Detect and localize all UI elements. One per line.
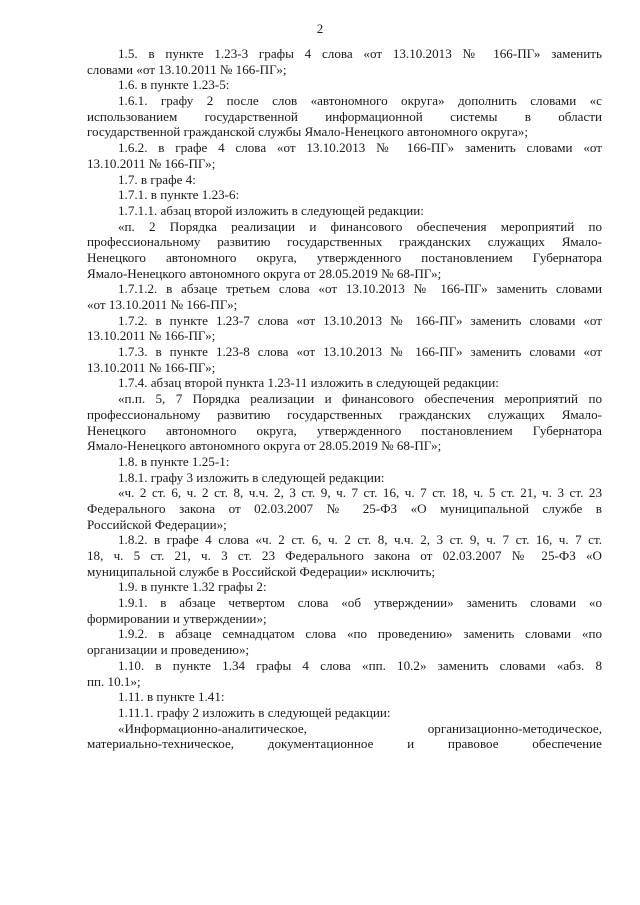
text-line: Ямало-Ненецкого автономного округа от 28.05.2019 № 68-ПГ»; [87, 438, 442, 454]
text-line: 1.6. в пункте 1.23-5: [118, 77, 230, 93]
text-line: 1.8.2. в графе 4 слова «ч. 2 ст. 6, ч. 2 ст. 8, ч.ч. 2, 3 ст. 9, ч. 7 ст. 16, ч. 7 ст. [118, 532, 602, 548]
text-line: использованием государственной информационной системы в области [87, 108, 602, 124]
text-line: профессиональному развитию государственных гражданских служащих Ямало- [87, 406, 602, 422]
text-line: 1.8.1. графу 3 изложить в следующей редакции: [118, 469, 385, 485]
text-line: 1.9. в пункте 1.32 графы 2: [118, 579, 267, 595]
text-line: 1.8. в пункте 1.25-1: [118, 453, 230, 469]
text-line: 13.10.2011 № 166-ПГ»; [87, 328, 216, 344]
text-line: 1.6.1. графу 2 после слов «автономного округа» дополнить словами «с [118, 93, 602, 109]
document-body [87, 46, 602, 752]
text-line: Ненецкого автономного округа, утвержденного постановлением Губернатора [87, 249, 602, 265]
text-line: Ненецкого автономного округа, утвержденного постановлением Губернатора [87, 422, 602, 438]
text-line: 1.7.3. в пункте 1.23-8 слова «от 13.10.2013 № 166-ПГ» заменить словами «от [118, 344, 602, 360]
text-line: Российской Федерации»; [87, 516, 227, 532]
text-line: 1.11. в пункте 1.41: [118, 689, 225, 705]
text-line: 1.7.2. в пункте 1.23-7 слова «от 13.10.2013 № 166-ПГ» заменить словами «от [118, 312, 602, 328]
text-line: «ч. 2 ст. 6, ч. 2 ст. 8, ч.ч. 2, 3 ст. 9, ч. 7 ст. 16, ч. 7 ст. 18, ч. 5 ст. 21, ч. 3 ст. 23 [118, 485, 602, 501]
text-line: 1.6.2. в графе 4 слова «от 13.10.2013 № 166-ПГ» заменить словами «от [118, 140, 602, 156]
text-line: «п. 2 Порядка реализации и финансового обеспечения мероприятий по [118, 218, 602, 234]
text-line: 18, ч. 5 ст. 21, ч. 3 ст. 23 Федерального закона от 02.03.2007 № 25-ФЗ «О [87, 548, 602, 563]
text-line: 1.7.4. абзац второй пункта 1.23-11 изложить в следующей редакции: [118, 375, 499, 391]
text-line: 1.10. в пункте 1.34 графы 4 слова «пп. 10.2» заменить словами «абз. 8 [118, 657, 602, 673]
text-line: 1.9.1. в абзаце четвертом слова «об утверждении» заменить словами «о [118, 595, 602, 611]
text-line: муниципальной службе в Российской Федерации» исключить; [87, 563, 436, 579]
text-line: организации и проведению»; [87, 642, 250, 658]
text-line: словами «от 13.10.2011 № 166-ПГ»; [87, 61, 287, 77]
text-line: 1.5. в пункте 1.23-3 графы 4 слова «от 13.10.2013 № 166-ПГ» заменить [118, 46, 602, 61]
text-line: формировании и утверждении»; [87, 610, 267, 626]
text-line: материально-техническое, документационное и правовое обеспечение [87, 736, 602, 752]
text-line: «п.п. 5, 7 Порядка реализации и финансового обеспечения мероприятий по [118, 391, 602, 407]
text-line: 1.7.1.2. в абзаце третьем слова «от 13.10.2013 № 166-ПГ» заменить словами [118, 281, 602, 297]
text-line: 13.10.2011 № 166-ПГ»; [87, 155, 216, 171]
text-line: 1.11.1. графу 2 изложить в следующей редакции: [118, 704, 391, 720]
text-line: профессиональному развитию государственных гражданских служащих Ямало- [87, 234, 602, 250]
text-line: пп. 10.1»; [87, 673, 141, 689]
text-line: Ямало-Ненецкого автономного округа от 28.05.2019 № 68-ПГ»; [87, 265, 442, 281]
text-line: «Информационно-аналитическое, организационно-методическое, [118, 720, 602, 736]
text-line: 13.10.2011 № 166-ПГ»; [87, 359, 216, 375]
page-number: 2 [316, 21, 324, 36]
text-line: 1.7.1.1. абзац второй изложить в следующей редакции: [118, 202, 424, 218]
text-line: государственной гражданской службы Ямало-Ненецкого автономного округа»; [87, 124, 528, 140]
text-line: 1.7. в графе 4: [118, 171, 196, 187]
text-line: 1.9.2. в абзаце семнадцатом слова «по проведению» заменить словами «по [118, 626, 602, 642]
text-line: «от 13.10.2011 № 166-ПГ»; [87, 297, 238, 312]
text-line: Федерального закона от 02.03.2007 № 25-ФЗ «О муниципальной службе в [87, 500, 602, 516]
text-line: 1.7.1. в пункте 1.23-6: [118, 187, 240, 203]
